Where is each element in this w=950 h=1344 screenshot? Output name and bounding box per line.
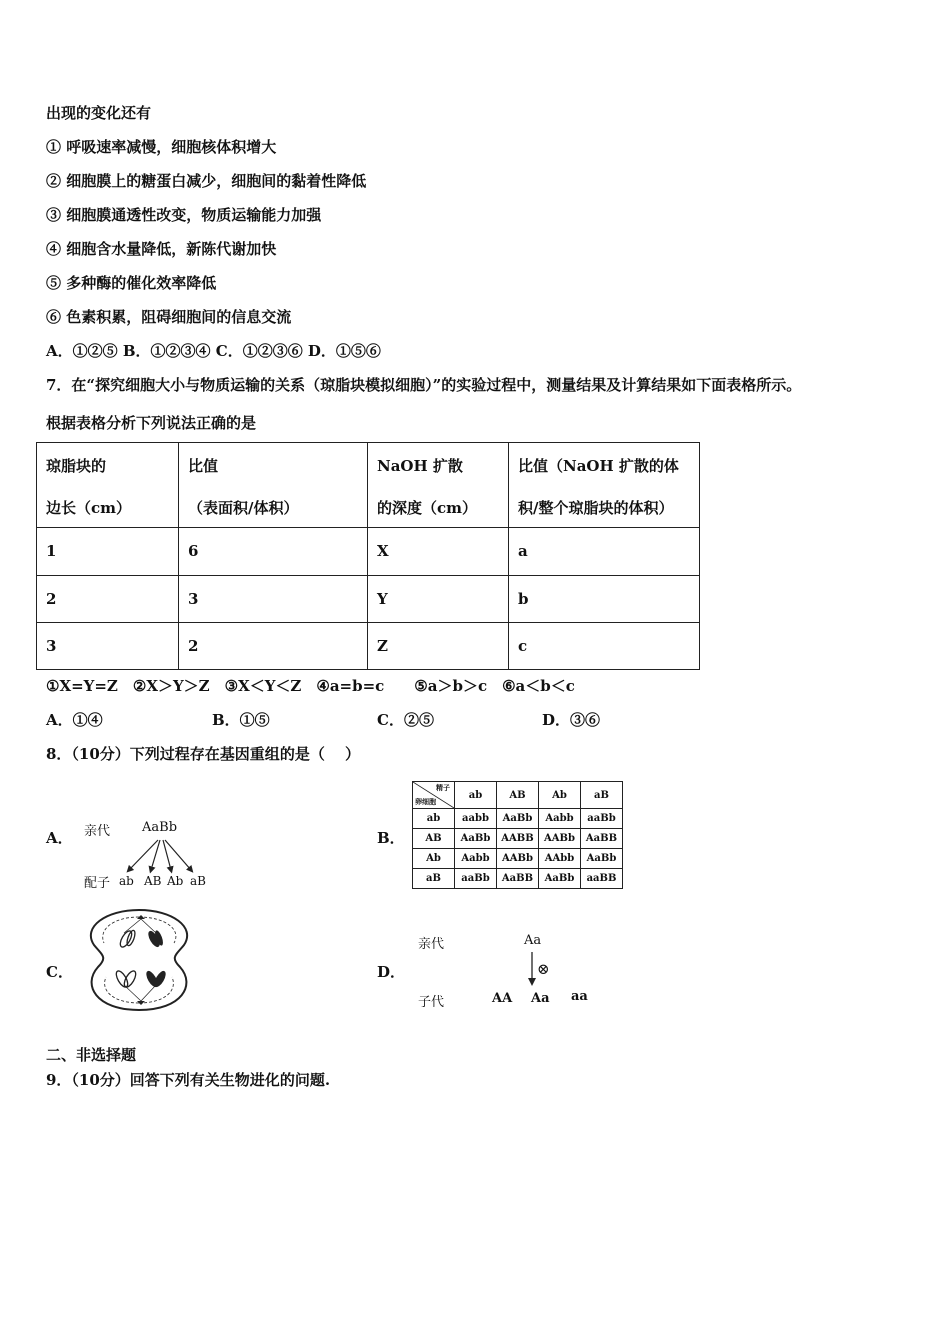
- q7-statements: ①X=Y=Z ②X＞Y＞Z ③X＜Y＜Z ④a=b=c ⑤a＞b＞c ⑥a＜b＜c: [46, 677, 575, 695]
- table-cell: 3: [37, 623, 179, 670]
- punnett-col-header: ab: [455, 782, 497, 809]
- punnett-corner: [413, 782, 455, 809]
- punnett-cell: AABb: [497, 849, 539, 869]
- punnett-cell: AaBb: [539, 869, 581, 889]
- header-line: 比值（NaOH 扩散的体: [518, 457, 679, 475]
- q6-item-2: ② 细胞膜上的糖蛋白减少，细胞间的黏着性降低: [46, 172, 367, 190]
- cell-division-diagram: [84, 905, 194, 1015]
- q7-option-a: A．①④: [46, 711, 103, 729]
- punnett-square: [412, 781, 623, 889]
- punnett-row: [413, 869, 623, 889]
- parent-genotype: AaBb: [142, 820, 178, 835]
- punnett-col-header: AB: [497, 782, 539, 809]
- table-cell: Z: [368, 623, 509, 670]
- table-cell: X: [368, 528, 509, 576]
- section-heading: 二、非选择题: [46, 1046, 137, 1064]
- table-row: [37, 623, 700, 670]
- punnett-row: [413, 849, 623, 869]
- q7-stem-2: 根据表格分析下列说法正确的是: [46, 414, 257, 432]
- punnett-cell: Aabb: [455, 849, 497, 869]
- q6-intro: 出现的变化还有: [46, 104, 152, 122]
- punnett-cell: AaBb: [497, 809, 539, 829]
- q6-item-3: ③ 细胞膜通透性改变，物质运输能力加强: [46, 206, 322, 224]
- table-row: [37, 528, 700, 576]
- q6-item-6: ⑥ 色素积累，阻碍细胞间的信息交流: [46, 308, 292, 326]
- corner-bottom-label: 卵细胞: [415, 797, 436, 806]
- child-genotype: Aa: [531, 991, 550, 1006]
- header-line: 积/整个琼脂块的体积）: [518, 499, 674, 517]
- table-cell: c: [509, 623, 700, 670]
- table-cell: 2: [37, 576, 179, 623]
- header-cell: [368, 443, 509, 528]
- punnett-cell: AaBB: [497, 869, 539, 889]
- q8-label-a: A．: [46, 829, 73, 847]
- punnett-row: [413, 809, 623, 829]
- punnett-cell: AABB: [497, 829, 539, 849]
- parent-label: 亲代: [418, 937, 445, 952]
- q8-label-c: C．: [46, 963, 73, 981]
- q6-options: A．①②⑤ B．①②③④ C．①②③⑥ D．①⑤⑥: [46, 342, 381, 360]
- punnett-cell: aaBb: [581, 809, 623, 829]
- punnett-cell: aB: [413, 869, 455, 889]
- q7-stem: 7．在“探究细胞大小与物质运输的关系（琼脂块模拟细胞）”的实验过程中，测量结果及计算结果如下面表格所示。: [46, 376, 802, 394]
- table-cell: 1: [37, 528, 179, 576]
- gamete: ab: [119, 874, 134, 888]
- punnett-cell: AaBb: [455, 829, 497, 849]
- punnett-cell: AAbb: [539, 849, 581, 869]
- header-line: NaOH 扩散: [377, 457, 463, 475]
- gamete: Ab: [167, 874, 184, 888]
- q9-stem: 9．（10分）回答下列有关生物进化的问题.: [46, 1071, 331, 1089]
- header-line: 的深度（cm）: [377, 499, 478, 517]
- punnett-cell: AaBB: [581, 829, 623, 849]
- table-header-row: [37, 443, 700, 528]
- punnett-cell: aabb: [455, 809, 497, 829]
- header-cell: [179, 443, 368, 528]
- q8-label-d: D．: [377, 963, 406, 981]
- punnett-cell: aaBB: [581, 869, 623, 889]
- selfing-icon: ⊗: [537, 960, 550, 978]
- parent-genotype: Aa: [524, 933, 542, 948]
- q8-label-b: B．: [377, 829, 405, 847]
- table-cell: 6: [179, 528, 368, 576]
- q7-option-c: C．②⑤: [377, 711, 434, 729]
- header-line: 比值: [188, 457, 219, 475]
- punnett-cell: AaBb: [581, 849, 623, 869]
- header-line: （表面积/体积）: [188, 499, 299, 517]
- table-row: [37, 576, 700, 623]
- child-genotype: AA: [492, 991, 513, 1006]
- table-cell: Y: [368, 576, 509, 623]
- q6-item-4: ④ 细胞含水量降低，新陈代谢加快: [46, 240, 277, 258]
- q8-stem: 8．（10分）下列过程存在基因重组的是（ ）: [46, 745, 361, 763]
- table-cell: 2: [179, 623, 368, 670]
- punnett-row: [413, 829, 623, 849]
- table-cell: b: [509, 576, 700, 623]
- header-cell: [37, 443, 179, 528]
- header-line: 琼脂块的: [46, 457, 107, 475]
- q7-option-b: B．①⑤: [212, 711, 270, 729]
- q6-item-5: ⑤ 多种酶的催化效率降低: [46, 274, 217, 292]
- punnett-cell: AABb: [539, 829, 581, 849]
- gamete: AB: [144, 874, 162, 888]
- q7-option-d: D．③⑥: [542, 711, 601, 729]
- punnett-col-header: aB: [581, 782, 623, 809]
- punnett-cell: ab: [413, 809, 455, 829]
- q7-table: [36, 442, 700, 670]
- child-genotype: aa: [571, 989, 588, 1004]
- punnett-cell: Ab: [413, 849, 455, 869]
- header-line: 边长（cm）: [46, 499, 132, 517]
- punnett-cell: Aabb: [539, 809, 581, 829]
- gamete: aB: [190, 874, 206, 888]
- child-label: 子代: [418, 995, 445, 1010]
- parent-label: 亲代: [84, 824, 111, 839]
- punnett-cell: AB: [413, 829, 455, 849]
- table-cell: a: [509, 528, 700, 576]
- table-cell: 3: [179, 576, 368, 623]
- punnett-col-header: Ab: [539, 782, 581, 809]
- header-cell: [509, 443, 700, 528]
- q6-item-1: ① 呼吸速率减慢，细胞核体积增大: [46, 138, 277, 156]
- gamete-label: 配子: [84, 876, 111, 891]
- corner-top-label: 精子: [436, 783, 450, 792]
- punnett-cell: aaBb: [455, 869, 497, 889]
- gamete-arrows: [115, 838, 195, 874]
